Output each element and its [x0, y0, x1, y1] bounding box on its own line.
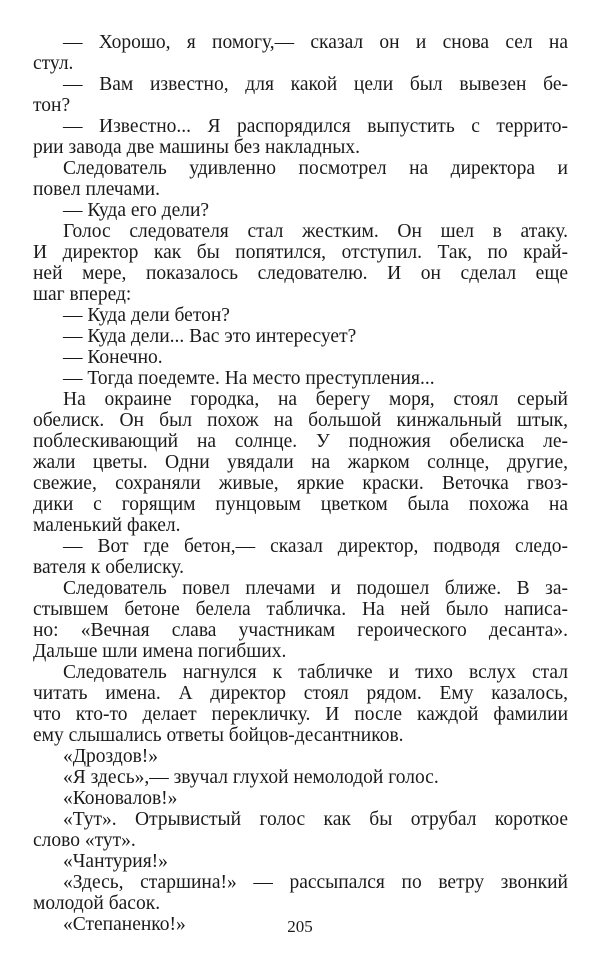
text-line: — Куда дели бетон? — [63, 305, 230, 326]
text-line: — Хорошо, я помогу,— сказал он и снова сел на — [63, 32, 568, 53]
text-line: Дальше шли имена погибших. — [33, 641, 287, 662]
text-line: что кто-то делает перекличку. И после каждой фамилии — [33, 704, 568, 725]
text-line: поблескивающий на солнце. У подножия обелиска ле- — [33, 431, 568, 452]
text-line: обелиск. Он был похож на большой кинжальный штык, — [33, 410, 568, 431]
text-line: «Я здесь»,— звучал глухой немолодой голос. — [63, 767, 439, 788]
text-line: шаг вперед: — [33, 284, 132, 305]
text-line: Следователь удивленно посмотрел на директора и — [63, 158, 568, 179]
text-line: дики с горящим пунцовым цветком была похожа на — [33, 494, 568, 515]
text-line: рии завода две машины без накладных. — [33, 137, 361, 158]
page-number: 205 — [287, 917, 313, 936]
book-page-text — [33, 32, 568, 935]
text-line: На окраине городка, на берегу моря, стоял серый — [63, 389, 568, 410]
text-line: Следователь нагнулся к табличке и тихо вслух стал — [63, 662, 568, 683]
text-line: — Тогда поедемте. На место преступления... — [63, 368, 435, 389]
text-line: Следователь повел плечами и подошел ближе. В за- — [63, 578, 568, 599]
text-line: молодой басок. — [33, 893, 161, 914]
text-line: маленький факел. — [33, 515, 181, 536]
text-line: «Дроздов!» — [63, 746, 159, 767]
text-line: — Куда его дели? — [63, 200, 210, 221]
text-line: «Коновалов!» — [63, 788, 178, 809]
text-line: вателя к обелиску. — [33, 557, 184, 578]
text-line: слово «тут». — [33, 830, 136, 851]
text-line: жали цветы. Одни увядали на жарком солнце, другие, — [33, 452, 568, 473]
text-line: ней мере, показалось следователю. И он сделал еще — [33, 263, 568, 284]
text-line: — Конечно. — [63, 347, 163, 368]
text-line: стывшем бетоне белела табличка. На ней было написа- — [33, 599, 568, 620]
text-line: «Чантурия!» — [63, 851, 168, 872]
text-line: ему слышались ответы бойцов-десантников. — [33, 725, 404, 746]
text-line: тон? — [33, 95, 71, 116]
text-line: И директор как бы попятился, отступил. Так, по край- — [33, 242, 568, 263]
text-line: — Куда дели... Вас это интересует? — [63, 326, 357, 347]
text-line: «Здесь, старшина!» — рассыпался по ветру звонкий — [63, 872, 568, 893]
text-line: но: «Вечная слава участникам героического десанта». — [33, 620, 568, 641]
text-line: свежие, сохраняли живые, яркие краски. Веточка гвоз- — [33, 473, 568, 494]
text-line: — Вот где бетон,— сказал директор, подводя следо- — [63, 536, 568, 557]
text-line: стул. — [33, 53, 74, 74]
text-line: читать имена. А директор стоял рядом. Ему казалось, — [33, 683, 568, 704]
text-line: — Вам известно, для какой цели был вывезен бе- — [63, 74, 568, 95]
text-line: — Известно... Я распорядился выпустить с террито- — [63, 116, 568, 137]
text-line: «Тут». Отрывистый голос как бы отрубал короткое — [63, 809, 568, 830]
text-line: повел плечами. — [33, 179, 160, 200]
text-line: Голос следователя стал жестким. Он шел в атаку. — [63, 221, 568, 242]
text-line: «Степаненко!» — [63, 914, 186, 935]
